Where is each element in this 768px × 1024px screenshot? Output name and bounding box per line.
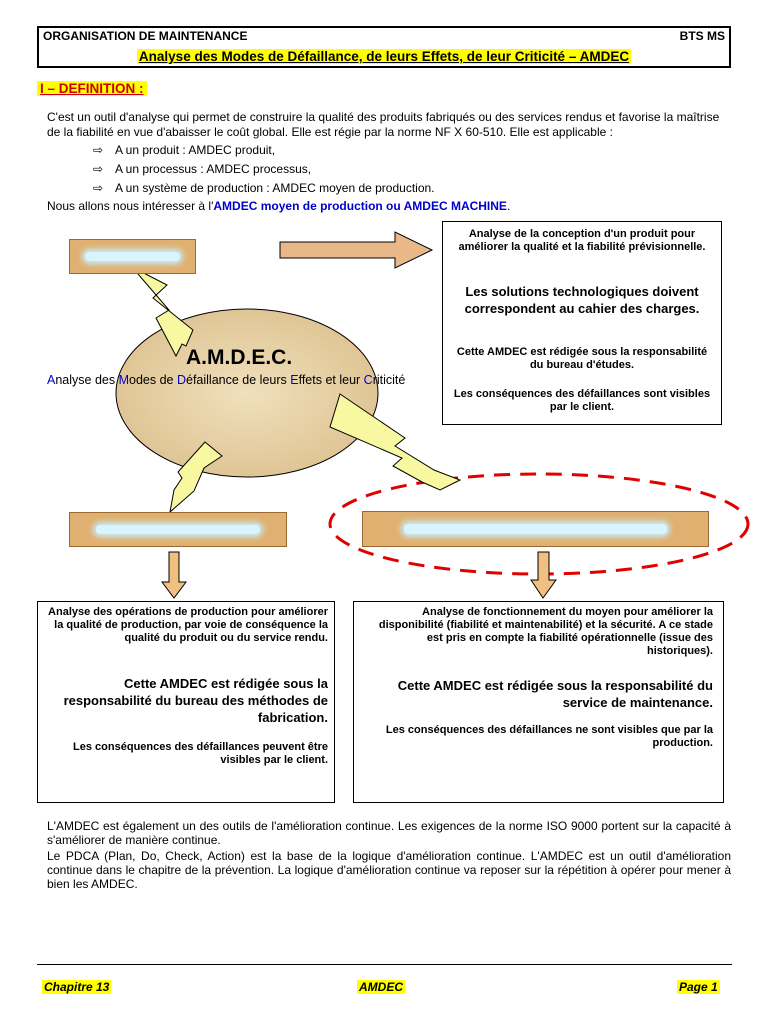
amdec-center-title: A.M.D.E.C. xyxy=(186,346,293,369)
amdec-ellipse xyxy=(116,309,378,477)
bottom-paragraph-2: Le PDCA (Plan, Do, Check, Action) est la base de la logique d'amélioration continue. L'AMDEC est un outil d'amélioration continue dans le chapitre de la prévention. La logique d'amélioration continue va reposer sur la répétition à opérer pour mener à bien les AMDEC. xyxy=(47,849,731,891)
bullet-text: A un processus : AMDEC processus, xyxy=(115,162,312,176)
header-organisation: ORGANISATION DE MAINTENANCE xyxy=(43,29,248,43)
box-product-p2: Les solutions technologiques doivent correspondent au cahier des charges. xyxy=(464,284,700,316)
bullet-text: A un système de production : AMDEC moyen de production. xyxy=(115,181,435,195)
box-process-p2: Cette AMDEC est rédigée sous la responsabilité du bureau des méthodes de fabrication. xyxy=(63,676,328,725)
box-process-p1: Analyse des opérations de production pour améliorer la qualité de production, par voie de conséquence la qualité du produit ou du service rendu. xyxy=(48,606,328,644)
bullet-text: A un produit : AMDEC produit, xyxy=(115,143,276,157)
header-class: BTS MS xyxy=(679,29,725,43)
box-machine-p2: Cette AMDEC est rédigée sous la responsabilité du service de maintenance. xyxy=(397,678,713,710)
arrow-right-shape xyxy=(280,232,432,268)
footer-divider xyxy=(37,964,732,965)
intro-paragraph: C'est un outil d'analyse qui permet de construire la qualité des produits fabriqués ou des services rendus et favorise la maîtrise de la fiabilité en vue d'abaisser le coût global. Elle est régie par la norme NF X 60-510. Elle est applicable : xyxy=(47,110,720,139)
footer-chapter: Chapitre 13 xyxy=(44,980,110,994)
box-process-p3: Les conséquences des défaillances peuvent être visibles par le client. xyxy=(73,741,328,766)
box-machine-p1: Analyse de fonctionnement du moyen pour améliorer la disponibilité (fiabilité et maintenabilité) et la sécurité. A ce stade est pris en compte la fiabilité opérationnelle (issue des historiques). xyxy=(378,606,713,657)
arrow-right-icon: ⇨ xyxy=(93,162,104,176)
interest-suffix: . xyxy=(506,199,511,213)
section-title: I – DEFINITION : xyxy=(37,81,147,96)
bottom-paragraph-1: L'AMDEC est également un des outils de l'amélioration continue. Les exigences de la norme ISO 9000 portent sur la capacité à s'améliorer de manière continue. xyxy=(47,819,731,847)
header-title-text: Analyse des Modes de Défaillance, de leurs Effets, de leur Criticité – AMDEC xyxy=(138,49,630,64)
interest-highlight: AMDEC moyen de production ou AMDEC MACHINE xyxy=(213,199,507,213)
footer-title: AMDEC xyxy=(359,980,403,994)
arrow-down-shape xyxy=(162,552,186,598)
box-product-p1: Analyse de la conception d'un produit pour améliorer la qualité et la fiabilité prévisionnelle. xyxy=(458,228,706,253)
box-product-p4: Les conséquences des défaillances sont visibles par le client. xyxy=(453,388,711,413)
arrow-right-icon: ⇨ xyxy=(93,143,104,157)
box-amdec-process xyxy=(37,601,335,803)
label-box-product xyxy=(69,239,196,274)
interest-prefix: Nous allons nous intéresser à l' xyxy=(47,199,214,213)
box-amdec-machine xyxy=(353,601,724,803)
footer-page: Page 1 xyxy=(679,980,718,994)
label-box-machine xyxy=(362,511,709,547)
label-box-process xyxy=(69,512,287,547)
box-machine-p3: Les conséquences des défaillances ne sont visibles que par la production. xyxy=(385,724,713,749)
amdec-center-subtitle: Analyse des Modes de Défaillance de leurs Effets et leur Criticité xyxy=(47,373,406,387)
box-amdec-product xyxy=(442,221,722,425)
box-product-p3: Cette AMDEC est rédigée sous la responsabilité du bureau d'études. xyxy=(456,346,708,371)
arrow-right-icon: ⇨ xyxy=(93,181,104,195)
